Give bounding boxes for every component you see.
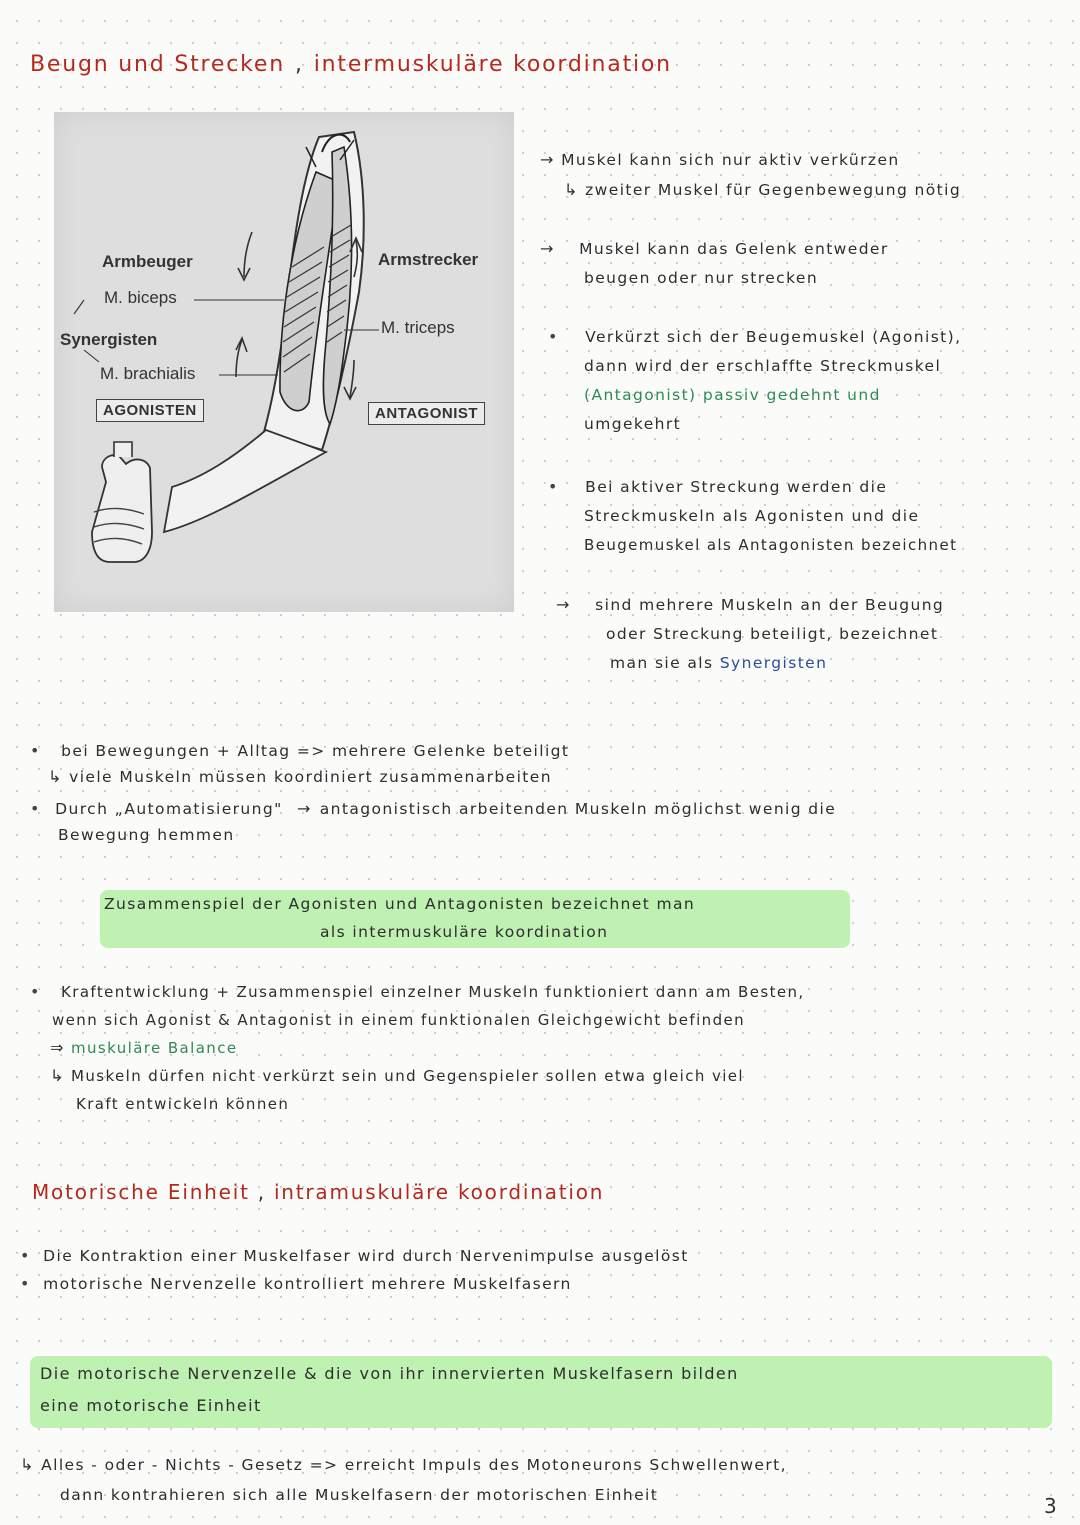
section-heading-motor-unit <box>32 1180 604 1204</box>
bullet-icon: • <box>548 477 559 496</box>
label-antagonist: ANTAGONIST <box>368 402 485 425</box>
definition-text: Zusammenspiel der Agonisten und Antagonisten bezeichnet man <box>104 895 696 913</box>
note-text: Muskel kann sich nur aktiv verkürzen <box>561 151 900 169</box>
label-brachialis: M. brachialis <box>100 364 196 383</box>
definition-text: eine motorische Einheit <box>40 1396 262 1415</box>
note-text: Die Kontraktion einer Muskelfaser wird durch Nervenimpulse ausgelöst <box>43 1247 689 1265</box>
note-active-extension <box>548 472 1078 560</box>
note-text: wenn sich Agonist & Antagonist in einem funktionalen Gleichgewicht befinden <box>52 1011 746 1029</box>
label-armstrecker: Armstrecker <box>378 250 479 269</box>
note-synergists <box>556 590 1076 678</box>
return-arrow-icon: ↳ <box>20 1455 35 1474</box>
arm-muscle-figure <box>54 112 514 612</box>
return-arrow-icon: ↳ <box>48 767 63 786</box>
arrow-icon: → <box>296 799 312 818</box>
note-text: Streckmuskeln als Agonisten und die <box>584 507 920 525</box>
note-text: motorische Nervenzelle kontrolliert mehrere Muskelfasern <box>43 1275 572 1293</box>
term-synergisten: Synergisten <box>719 654 828 672</box>
bullet-icon: • <box>548 327 559 346</box>
note-text: man sie als <box>610 654 714 672</box>
note-text: Bewegung hemmen <box>58 826 235 844</box>
note-text: Kraft entwickeln können <box>76 1095 290 1113</box>
arrow-icon: → <box>556 595 571 614</box>
label-triceps: M. triceps <box>381 318 455 337</box>
note-text: oder Streckung beteiligt, bezeichnet <box>606 625 939 643</box>
note-everyday-movement <box>30 738 1060 848</box>
arm-illustration <box>54 112 514 612</box>
bullet-icon: • <box>30 799 41 818</box>
label-biceps: M. biceps <box>104 288 177 307</box>
label-armbeuger: Armbeuger <box>102 252 193 271</box>
heading-sub: intramuskuläre koordination <box>273 1180 605 1204</box>
bullet-icon: • <box>20 1246 31 1265</box>
bullet-icon: • <box>30 741 41 760</box>
note-text: Kraftentwicklung + Zusammenspiel einzelner Muskeln funktioniert dann am Besten, <box>61 983 805 1001</box>
bullet-icon: • <box>30 982 41 1001</box>
note-text: antagonistisch arbeitenden Muskeln möglichst wenig die <box>319 800 837 818</box>
implies-arrow-icon: ⇒ <box>50 1038 65 1057</box>
note-text: Bei aktiver Streckung werden die <box>585 478 888 496</box>
note-all-or-nothing-law <box>20 1450 1065 1510</box>
note-text: Verkürzt sich der Beugemuskel (Agonist), <box>585 328 962 346</box>
note-active-contraction <box>540 145 1070 205</box>
definition-text: als intermuskuläre koordination <box>320 923 609 941</box>
note-text: zweiter Muskel für Gegenbewegung nötig <box>585 181 962 199</box>
arrow-icon: → <box>540 150 555 169</box>
note-text: Muskel kann das Gelenk entweder <box>579 240 889 258</box>
note-text: Beugemuskel als Antagonisten bezeichnet <box>584 536 958 554</box>
note-text: dann wird der erschlaffte Streckmuskel <box>584 357 942 375</box>
definition-motor-unit <box>40 1358 1060 1422</box>
note-text: bei Bewegungen + Alltag => mehrere Gelenke beteiligt <box>61 742 570 760</box>
return-arrow-icon: ↳ <box>564 180 579 199</box>
term-muscular-balance: muskuläre Balance <box>70 1039 238 1057</box>
note-text: beugen oder nur strecken <box>584 269 819 287</box>
note-text: viele Muskeln müssen koordiniert zusammenarbeiten <box>69 768 552 786</box>
note-text: dann kontrahieren sich alle Muskelfasern der motorischen Einheit <box>60 1486 659 1504</box>
note-muscle-balance <box>30 978 1070 1118</box>
definition-text: Die motorische Nervenzelle & die von ihr innervierten Muskelfasern bilden <box>40 1364 739 1383</box>
heading-main: Motorische Einheit <box>32 1180 250 1204</box>
bullet-icon: • <box>20 1274 31 1293</box>
note-nerve-impulse <box>20 1242 1060 1298</box>
definition-intermuscular <box>104 890 854 946</box>
label-synergisten: Synergisten <box>60 330 158 349</box>
label-agonisten: AGONISTEN <box>96 399 204 422</box>
heading-sub: intermuskuläre koordination <box>313 52 672 77</box>
return-arrow-icon: ↳ <box>50 1066 65 1085</box>
note-text: Alles - oder - Nichts - Gesetz => erreicht Impuls des Motoneurons Schwellenwert, <box>41 1456 787 1474</box>
note-agonist-antagonist <box>548 322 1078 439</box>
heading-separator: , <box>257 1180 266 1204</box>
note-text: Muskeln dürfen nicht verkürzt sein und Gegenspieler sollen etwa gleich viel <box>70 1067 744 1085</box>
section-heading-intermuscular <box>30 52 672 77</box>
arrow-icon: → <box>540 239 555 258</box>
note-text: umgekehrt <box>584 415 682 433</box>
term-antagonist: (Antagonist) passiv gedehnt und <box>584 386 881 404</box>
note-joint-bend <box>540 234 1070 293</box>
page-number: 3 <box>1044 1494 1059 1518</box>
heading-separator: , <box>294 52 304 77</box>
note-text: Durch „Automatisierung" <box>55 800 283 818</box>
note-text: sind mehrere Muskeln an der Beugung <box>595 596 945 614</box>
heading-main: Beugn und Strecken <box>30 52 285 77</box>
